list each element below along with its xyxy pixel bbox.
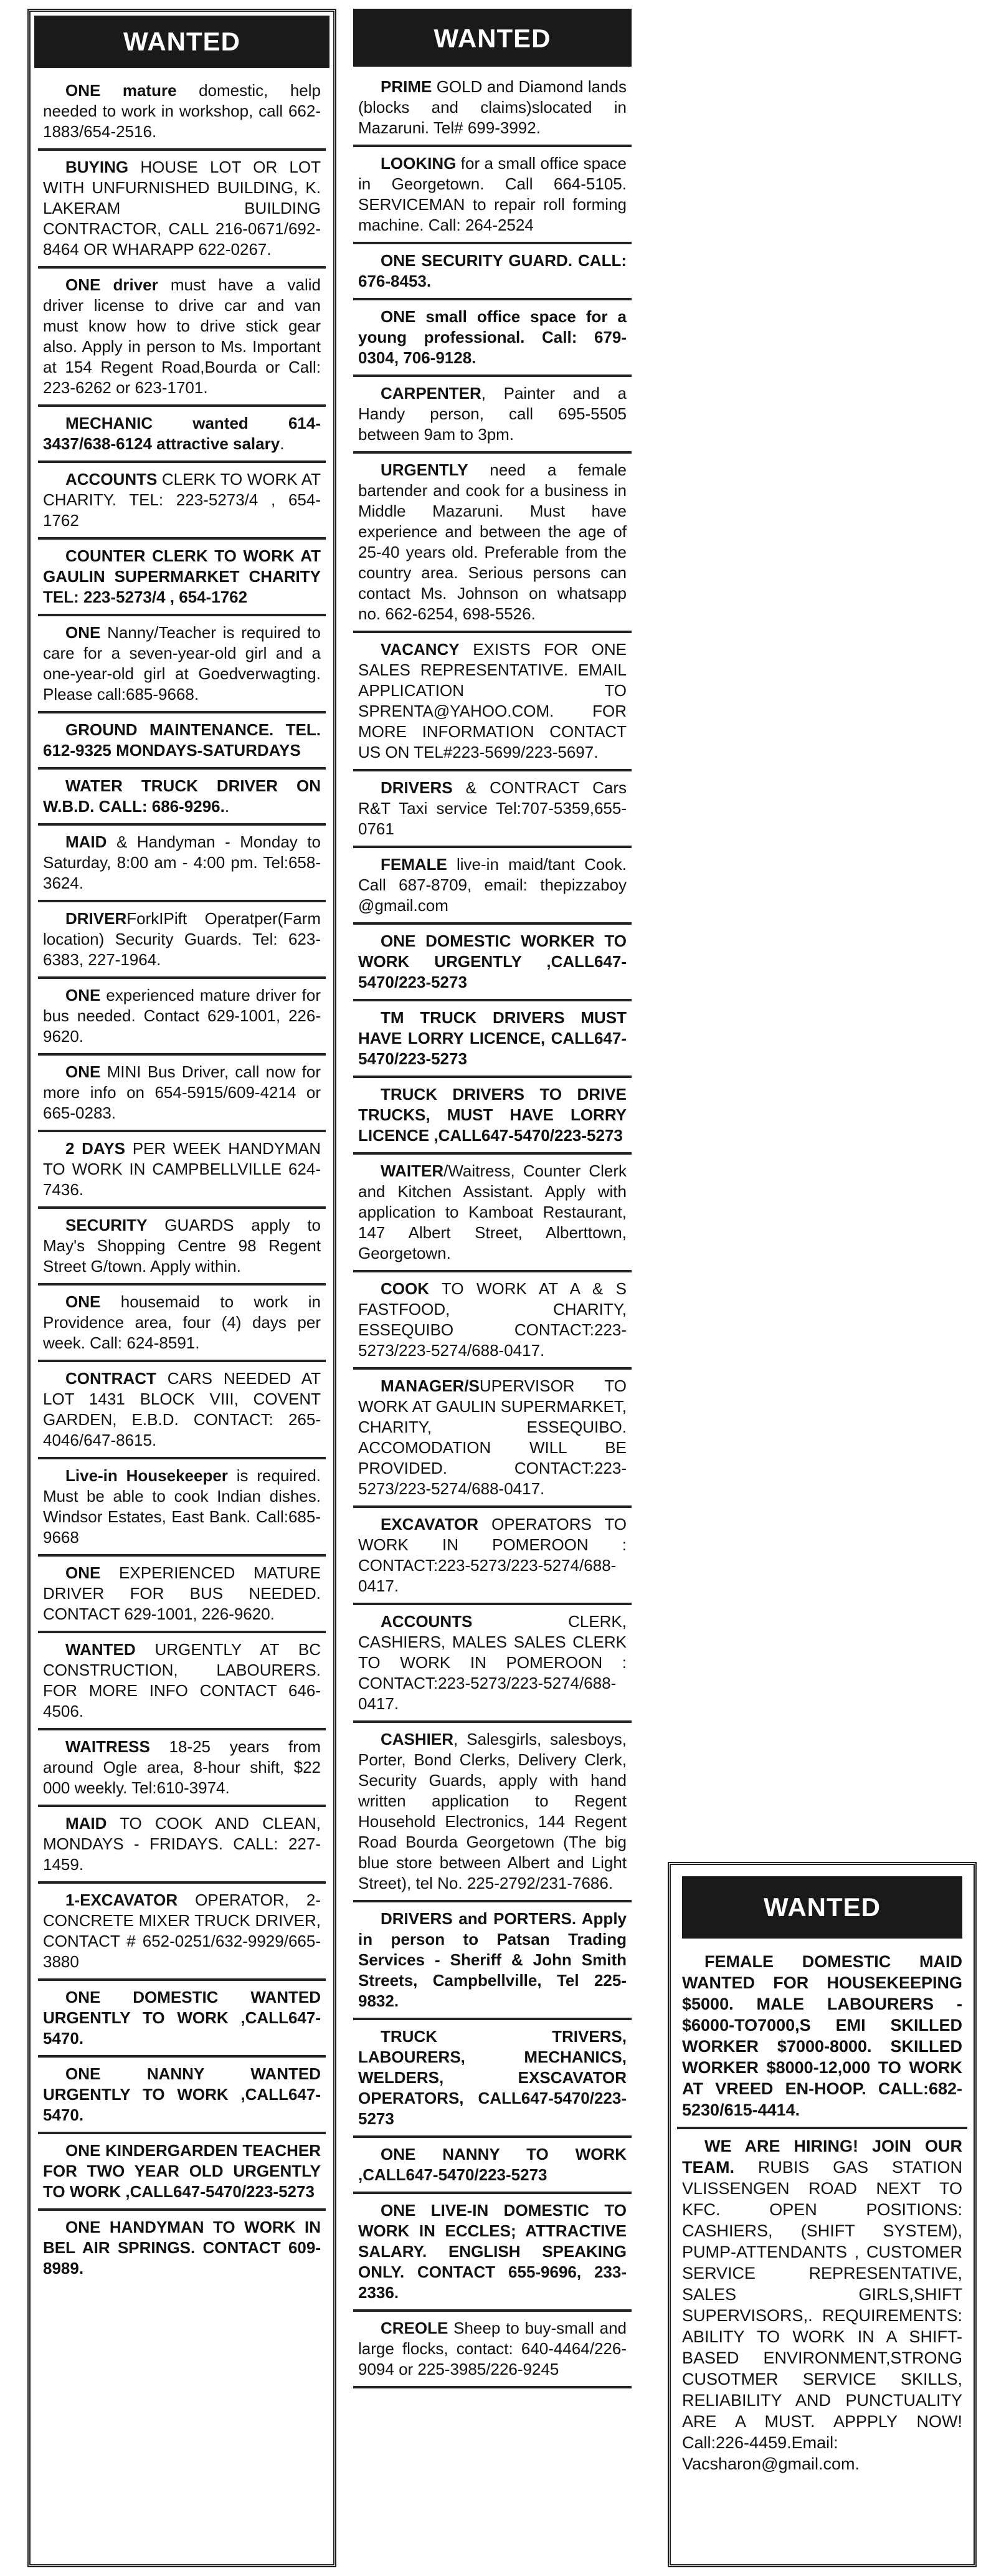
ad-lead: ONE xyxy=(65,623,101,642)
classified-ad xyxy=(38,540,326,616)
ad-body: Sheep to buy-small and large flocks, contact: 640-4464/226-9094 or 225-3985/226-9245 xyxy=(358,2319,627,2378)
ad-lead: GROUND MAINTENANCE. TEL. 612-9325 MONDAYS-SATURDAYS xyxy=(43,720,321,760)
ad-body: for a small office space in Georgetown. Call 664-5105. SERVICEMAN to repair roll forming machine. Call: 264-2524 xyxy=(358,154,627,234)
classifieds-column-3 xyxy=(668,1862,977,2567)
section-header: WANTED xyxy=(34,16,329,68)
ad-lead: 1-EXCAVATOR xyxy=(65,1891,178,1909)
ad-lead: SECURITY xyxy=(65,1216,148,1234)
ad-body: CARS NEEDED AT LOT 1431 BLOCK VIII, COVENT GARDEN, E.B.D. CONTACT: 265-4046/647-8615. xyxy=(43,1369,321,1449)
ad-body: GOLD and Diamond lands (blocks and claims)slocated in Mazaruni. Tel# 699-3992. xyxy=(358,77,627,137)
ad-lead: WANTED xyxy=(65,1640,136,1659)
ad-lead: PRIME xyxy=(381,77,432,96)
classified-ad xyxy=(353,244,632,300)
classified-ad xyxy=(38,1807,326,1884)
classified-ad xyxy=(38,1132,326,1209)
section-header: WANTED xyxy=(682,1876,962,1939)
ad-body: housemaid to work in Providence area, four (4) days per week. Call: 624-8591. xyxy=(43,1292,321,1352)
ad-lead: ONE small office space for a young professional. Call: 679-0304, 706-9128. xyxy=(358,307,627,367)
ad-body: , Painter and a Handy person, call 695-5505 between 9am to 3pm. xyxy=(358,384,627,444)
classifieds-column-2 xyxy=(351,9,634,2567)
ad-body: /Waitress, Counter Clerk and Kitchen Assistant. Apply with application to Kamboat Restaurant, 147 Albert Street, Alberttown, Georgetown. xyxy=(358,1162,627,1262)
ad-body: & CONTRACT Cars R&T Taxi service Tel:707-5359,655-0761 xyxy=(358,778,627,838)
ad-body: live-in maid/tant Cook. Call 687-8709, email: thepizzaboy @gmail.com xyxy=(358,855,627,915)
classified-ad xyxy=(38,1633,326,1730)
classified-ad xyxy=(353,633,632,771)
classified-ad xyxy=(38,269,326,407)
ad-lead: WAITRESS xyxy=(65,1737,150,1756)
classified-ad xyxy=(353,1723,632,1902)
ad-lead: CREOLE xyxy=(381,2319,448,2337)
ad-lead: FEMALE DOMESTIC MAID WANTED FOR HOUSEKEEPING $5000. MALE LABOURERS - $6000-TO7000,S EMI SKILLED WORKER $7000-8000. SKILLED WORKER $8000-12,000 TO WORK AT VREED EN-HOOP. CALL:682-5230/615-4414. xyxy=(682,1952,962,2119)
ad-lead: ONE mature xyxy=(65,81,177,100)
classified-ad xyxy=(38,616,326,713)
classified-ad xyxy=(38,1362,326,1459)
ad-lead: DRIVER xyxy=(65,909,127,928)
classified-ad xyxy=(38,1730,326,1807)
ad-lead: ONE NANNY WANTED URGENTLY TO WORK ,CALL647-5470. xyxy=(43,2064,321,2124)
ad-lead: FEMALE xyxy=(381,855,447,874)
ad-lead: MECHANIC wanted 614-3437/638-6124 attractive salary xyxy=(43,414,321,453)
ad-body: domestic, help needed to work in workshop, call 662-1883/654-2516. xyxy=(43,81,321,141)
ad-body: OPERATOR, 2- CONCRETE MIXER TRUCK DRIVER, CONTACT # 652-0251/632-9929/665-3880 xyxy=(43,1891,321,1971)
ad-body: OPERATORS TO WORK IN POMEROON : CONTACT:223-5273/223-5274/688-0417. xyxy=(358,1515,627,1595)
classified-ad xyxy=(38,1557,326,1633)
ad-lead: LOOKING xyxy=(381,154,457,173)
classified-ad xyxy=(38,2211,326,2285)
classified-ad xyxy=(38,2058,326,2134)
ad-body: CLERK, CASHIERS, MALES SALES CLERK TO WORK IN POMEROON : CONTACT:223-5273/223-5274/688-0417. xyxy=(358,1612,627,1713)
ad-lead: ONE DOMESTIC WORKER TO WORK URGENTLY ,CALL647-5470/223-5273 xyxy=(358,932,627,991)
classified-ad xyxy=(353,2194,632,2312)
ad-body: EXISTS FOR ONE SALES REPRESENTATIVE. EMAIL APPLICATION TO SPRENTA@YAHOO.COM. FOR MORE INFORMATION CONTACT US ON TEL#223-5699/223-5697. xyxy=(358,640,627,761)
classified-ad xyxy=(38,2134,326,2211)
ad-body: PER WEEK HANDYMAN TO WORK IN CAMPBELLVILLE 624-7436. xyxy=(43,1139,321,1199)
classified-ad xyxy=(38,74,326,151)
ad-lead: WE ARE HIRING! JOIN OUR TEAM. xyxy=(682,2137,962,2177)
ad-lead: ONE xyxy=(65,1563,101,1582)
ad-lead: ONE LIVE-IN DOMESTIC TO WORK IN ECCLES; ATTRACTIVE SALARY. ENGLISH SPEAKING ONLY. CONTACT 655-9696, 233-2336. xyxy=(358,2201,627,2302)
classified-ad xyxy=(38,1459,326,1557)
ad-body: . xyxy=(224,797,230,816)
classified-ad xyxy=(38,713,326,770)
ad-list xyxy=(353,70,632,2388)
classified-ad xyxy=(353,1155,632,1272)
classified-ad xyxy=(353,1370,632,1508)
ad-body: UPERVISOR TO WORK AT GAULIN SUPERMARKET, CHARITY, ESSEQUIBO. ACCOMODATION WILL BE PROVIDED. CONTACT:223-5273/223-5274/688-0417. xyxy=(358,1376,627,1498)
ad-body: TO WORK AT A & S FASTFOOD, CHARITY, ESSEQUIBO CONTACT:223-5273/223-5274/688-0417. xyxy=(358,1279,627,1360)
classified-ad xyxy=(353,1078,632,1155)
ad-lead: ONE xyxy=(65,1062,101,1081)
ad-lead: CONTRACT xyxy=(65,1369,156,1388)
ad-lead: BUYING xyxy=(65,158,129,176)
classified-ad xyxy=(38,902,326,979)
ad-body: HOUSE LOT OR LOT WITH UNFURNISHED BUILDING, K. LAKERAM BUILDING CONTRACTOR, CALL 216-0671/692-8464 OR WHARAPP 622-0267. xyxy=(43,158,321,259)
ad-lead: WAITER xyxy=(381,1162,444,1180)
classified-ad xyxy=(38,1981,326,2058)
classified-ad xyxy=(353,1605,632,1723)
ad-lead: 2 DAYS xyxy=(65,1139,126,1158)
ad-body: URGENTLY AT BC CONSTRUCTION, LABOURERS. FOR MORE INFO CONTACT 646-4506. xyxy=(43,1640,321,1720)
classified-ad xyxy=(353,454,632,633)
classified-ad xyxy=(353,377,632,454)
ad-lead: URGENTLY xyxy=(381,460,468,479)
ad-body: GUARDS apply to May's Shopping Centre 98 Regent Street G/town. Apply within. xyxy=(43,1216,321,1276)
classified-ad xyxy=(353,848,632,925)
ad-lead: VACANCY xyxy=(381,640,460,659)
ad-body: & Handyman - Monday to Saturday, 8:00 am - 4:00 pm. Tel:658-3624. xyxy=(43,832,321,892)
classified-ad xyxy=(38,463,326,540)
ad-lead: ONE SECURITY GUARD. CALL: 676-8453. xyxy=(358,251,627,290)
ad-body: RUBIS GAS STATION VLISSENGEN ROAD NEXT TO KFC. OPEN POSITIONS: CASHIERS, (SHIFT SYSTEM), PUMP-ATTENDANTS , CUSTOMER SERVICE REPRESENTATIVE, SALES GIRLS,SHIFT SUPERVISORS,. REQUIREMENTS: ABILITY TO WORK IN A SHIFT-BASED ENVIRONMENT,STRONG CUSOTMER SERVICE SKILLS, RELIABILITY AND PUNCTUALITY ARE A MUST. APPPLY NOW! Call:226-4459.Email: Vacsharon@gmail.com. xyxy=(682,2158,962,2473)
classified-ad xyxy=(38,151,326,269)
classified-ad xyxy=(38,1884,326,1981)
ad-lead: COOK xyxy=(381,1279,429,1298)
classified-ad xyxy=(353,1508,632,1605)
ad-lead: ONE DOMESTIC WANTED URGENTLY TO WORK ,CALL647-5470. xyxy=(43,1988,321,2048)
ad-lead: DRIVERS xyxy=(381,778,453,797)
classified-ad xyxy=(38,1209,326,1286)
classified-ad xyxy=(38,1286,326,1362)
ad-lead: TRUCK DRIVERS TO DRIVE TRUCKS, MUST HAVE LORRY LICENCE ,CALL647-5470/223-5273 xyxy=(358,1085,627,1145)
ad-body: 18-25 years from around Ogle area, 8-hour shift, $22 000 weekly. Tel:610-3974. xyxy=(43,1737,321,1797)
ad-lead: ACCOUNTS xyxy=(65,470,158,489)
classified-ad xyxy=(353,300,632,377)
ad-lead: ONE driver xyxy=(65,275,158,294)
ad-lead: ACCOUNTS xyxy=(381,1612,473,1631)
ad-lead: CARPENTER xyxy=(381,384,481,403)
classified-ad xyxy=(38,1056,326,1132)
ad-lead: ONE KINDERGARDEN TEACHER FOR TWO YEAR OLD URGENTLY TO WORK ,CALL647-5470/223-5273 xyxy=(43,2141,321,2201)
classified-ad xyxy=(353,1001,632,1078)
classified-ad xyxy=(353,147,632,244)
ad-lead: MANAGER/S xyxy=(381,1376,480,1395)
classified-ad xyxy=(353,2138,632,2194)
ad-lead: MAID xyxy=(65,832,107,851)
ad-body: MINI Bus Driver, call now for more info on 654-5915/609-4214 or 665-0283. xyxy=(43,1062,321,1122)
ad-lead: MAID xyxy=(65,1814,107,1833)
ad-body: ForkIPift Operatper(Farm location) Security Guards. Tel: 623-6383, 227-1964. xyxy=(43,909,321,969)
ad-lead: EXCAVATOR xyxy=(381,1515,478,1534)
section-header: WANTED xyxy=(353,9,632,67)
ad-body: EXPERIENCED MATURE DRIVER FOR BUS NEEDED. CONTACT 629-1001, 226-9620. xyxy=(43,1563,321,1623)
ad-body: CLERK TO WORK AT CHARITY. TEL: 223-5273/4 , 654-1762 xyxy=(43,470,321,530)
ad-lead: ONE NANNY TO WORK ,CALL647-5470/223-5273 xyxy=(358,2145,627,2184)
classified-ad xyxy=(38,770,326,826)
classified-ad xyxy=(38,979,326,1056)
ad-lead: TM TRUCK DRIVERS MUST HAVE LORRY LICENCE, CALL647-5470/223-5273 xyxy=(358,1008,627,1068)
classifieds-column-1 xyxy=(27,9,336,2567)
classified-ad xyxy=(677,1945,967,2129)
ad-lead: Live-in Housekeeper xyxy=(65,1466,228,1485)
ad-body: is required. Must be able to cook Indian dishes. Windsor Estates, East Bank. Call:685-9668 xyxy=(43,1466,321,1547)
ad-body: , Salesgirls, salesboys, Porter, Bond Clerks, Delivery Clerk, Security Guards, apply with hand written application to Regent Household Electronics, 144 Regent Road Bourda Georgetown (The big blue store between Albert and Light Street), tel No. 225-2792/231-7686. xyxy=(358,1730,627,1892)
ad-lead: TRUCK TRIVERS, LABOURERS, MECHANICS, WELDERS, EXSCAVATOR OPERATORS, CALL647-5470/223-5273 xyxy=(358,2027,627,2128)
classified-ad xyxy=(38,826,326,902)
classified-ad xyxy=(353,925,632,1001)
classified-ad xyxy=(353,70,632,147)
ad-body: must have a valid driver license to drive car and van must know how to drive stick gear also. Apply in person to Ms. Important at 154 Regent Road,Bourda or Call: 223-6262 or 623-1701. xyxy=(43,275,321,397)
ad-lead: DRIVERS and PORTERS. Apply in person to Patsan Trading Services - Sheriff & John Smith Streets, Campbellville, Tel 225-9832. xyxy=(358,1909,627,2010)
ad-list xyxy=(671,1945,974,2481)
ad-body: . xyxy=(280,434,285,453)
ad-body: TO COOK AND CLEAN, MONDAYS - FRIDAYS. CALL: 227-1459. xyxy=(43,1814,321,1874)
classified-ad xyxy=(677,2129,967,2481)
classified-ad xyxy=(353,1272,632,1370)
classified-ad xyxy=(353,2020,632,2138)
classified-ad xyxy=(353,771,632,848)
ad-lead: CASHIER xyxy=(381,1730,454,1748)
ad-lead: WATER TRUCK DRIVER ON W.B.D. CALL: 686-9296. xyxy=(43,776,321,816)
classified-ad xyxy=(38,407,326,463)
ad-lead: ONE HANDYMAN TO WORK IN BEL AIR SPRINGS. CONTACT 609-8989. xyxy=(43,2218,321,2278)
ad-list xyxy=(38,74,326,2285)
classified-ad xyxy=(353,2312,632,2388)
ad-lead: COUNTER CLERK TO WORK AT GAULIN SUPERMARKET CHARITY TEL: 223-5273/4 , 654-1762 xyxy=(43,546,321,606)
ad-lead: ONE xyxy=(65,986,101,1004)
classified-ad xyxy=(353,1902,632,2020)
ad-body: Nanny/Teacher is required to care for a seven-year-old girl and a one-year-old girl at Goedverwagting. Please call:685-9668. xyxy=(43,623,321,704)
ad-body: need a female bartender and cook for a business in Middle Mazaruni. Must have experience and between the age of 25-40 years old. Preferable from the country area. Serious persons can contact Ms. Johnson on whatsapp no. 662-6254, 698-5526. xyxy=(358,460,627,623)
ad-lead: ONE xyxy=(65,1292,101,1311)
ad-body: experienced mature driver for bus needed. Contact 629-1001, 226-9620. xyxy=(43,986,321,1046)
